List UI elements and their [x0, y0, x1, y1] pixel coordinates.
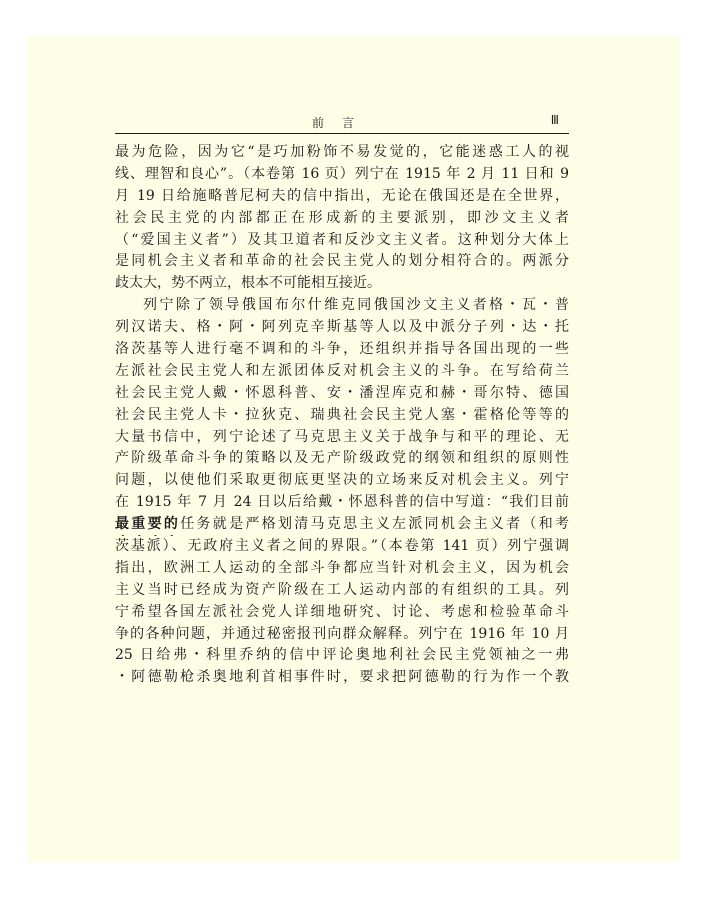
- text-line: 问题，以使他们采取更彻底更坚决的立场来反对机会主义。列宁: [115, 472, 569, 489]
- text-line: 争的各种问题，并通过秘密报刊向群众解释。列宁在 1916 年 10 月: [115, 625, 569, 642]
- text-line: 25 日给弗・科里乔纳的信中评论奥地利社会民主党领袖之一弗: [115, 647, 569, 664]
- text-line: 最为危险，因为它“是巧加粉饰不易发觉的，它能迷惑工人的视: [115, 144, 569, 160]
- text-line: 大量书信中，列宁论述了马克思主义关于战争与和平的理论、无: [115, 428, 569, 445]
- text-line: 宁希望各国左派社会党人详细地研究、讨论、考虑和检验革命斗: [115, 603, 569, 620]
- paragraph-end-line: 歧太大，势不两立，根本不可能相互接近。: [115, 275, 381, 292]
- emphasis-line: [115, 514, 569, 536]
- running-header: [115, 111, 569, 134]
- text-line: 主义当时已经成为资产阶级在工人运动内部的有组织的工具。列: [115, 581, 569, 598]
- header-title: 前言: [311, 116, 372, 130]
- text-line: 是同机会主义者和革命的社会民主党人的划分相符合的。两派分: [115, 253, 569, 270]
- text-line: 在 1915 年 7 月 24 日以后给戴・怀恩科普的信中写道：“我们目前: [115, 494, 569, 511]
- page-number: Ⅲ: [550, 113, 559, 127]
- text-line: 左派社会民主党人和左派团体反对机会主义的斗争。在写给荷兰: [115, 362, 569, 379]
- text-line: 社会民主党的内部都正在形成新的主要派别，即沙文主义者: [115, 209, 569, 226]
- text-line: 社会民主党人卡・拉狄克、瑞典社会民主党人塞・霍格伦等等的: [115, 406, 569, 423]
- text-line: 产阶级革命斗争的策略以及无产阶级政党的纲领和组织的原则性: [115, 450, 569, 467]
- text-line: 月 19 日给施略普尼柯夫的信中指出，无论在俄国还是在全世界，: [115, 187, 569, 204]
- text-line: 茨基派）、无政府主义者之间的界限。”（本卷第 141 页）列宁强调: [115, 538, 569, 555]
- text-line: ・阿德勒枪杀奥地利首相事件时，要求把阿德勒的行为作一个教: [115, 669, 569, 686]
- paragraph-start-line: 列宁除了领导俄国布尔什维克同俄国沙文主义者格・瓦・普: [143, 297, 569, 314]
- text-line: （“爱国主义者”）及其卫道者和反沙文主义者。这种划分大体上: [115, 231, 569, 248]
- text-run: 任务就是严格划清马克思主义左派同机会主义者（和考: [180, 516, 569, 533]
- text-line: 洛茨基等人进行毫不调和的斗争，还组织并指导各国出现的一些: [115, 341, 569, 358]
- text-line: 列汉诺夫、格・阿・阿列克辛斯基等人以及中派分子列・达・托: [115, 319, 569, 336]
- text-line: 线、理智和良心”。（本卷第 16 页）列宁在 1915 年 2 月 11 日和 9: [115, 165, 569, 182]
- emphasized-text: 最重要的: [115, 516, 181, 533]
- text-line: 指出，欧洲工人运动的全部斗争都应当针对机会主义，因为机会: [115, 559, 569, 576]
- text-line: 社会民主党人戴・怀恩科普、安・潘涅库克和赫・哥尔特、德国: [115, 384, 569, 401]
- body-text: [115, 142, 569, 689]
